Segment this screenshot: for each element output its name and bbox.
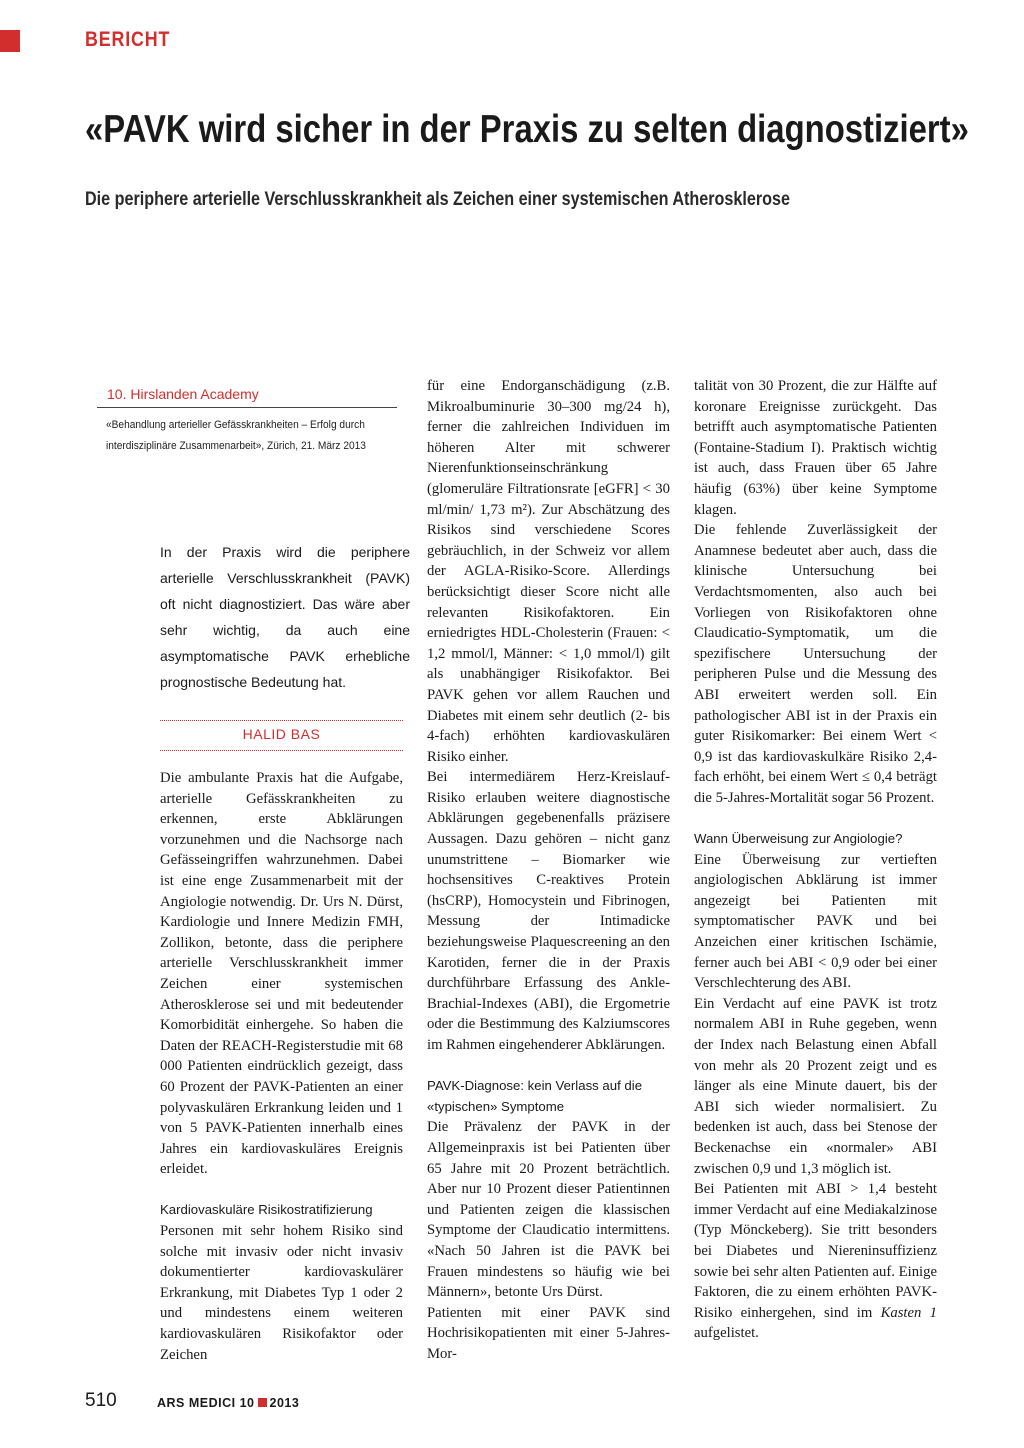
body-paragraph: Eine Überweisung zur vertieften angiologischen Abklärung ist immer angezeigt bei Patienten mit symptomatischer PAVK und bei Anzeichen einer kritischen Ischämie, ferner auch bei ABI < 0,9 oder bei einer Verschlechterung des ABI.	[694, 851, 937, 992]
author-name: HALID BAS	[242, 726, 321, 742]
body-paragraph: talität von 30 Prozent, die zur Hälfte auf koronare Ereignisse zurückgeht. Das betrifft auch asymptomatische Patienten (Fontaine-Stadium I). Praktisch wichtig ist auch, dass Frauen über 65 Jahre häufig (63%) über keine Symptome klagen.	[694, 378, 937, 518]
section-heading-risk: Kardiovaskuläre Risikostratifizierung	[160, 1202, 373, 1218]
author-rule-top	[160, 720, 403, 721]
body-column-1	[160, 768, 403, 1365]
section-heading-diagnosis: PAVK-Diagnose: kein Verlass auf die «typischen» Symptome	[427, 1078, 643, 1114]
article-title: «PAVK wird sicher in der Praxis zu selten diagnostiziert»	[85, 108, 969, 151]
body-paragraph: Personen mit sehr hohem Risiko sind solche mit invasiv oder nicht invasiv dokumentierter kardiovaskulärer Erkrankung, mit Diabetes Typ 1 oder 2 und mindestens einem weiteren kardiovaskulären Risikofaktor oder Zeichen	[160, 1223, 403, 1363]
author-rule-bottom	[160, 750, 403, 751]
box-reference: Kasten 1	[880, 1304, 937, 1321]
event-infobox	[97, 386, 397, 456]
section-marker	[0, 30, 20, 52]
body-paragraph: Bei Patienten mit ABI > 1,4 besteht immer Verdacht auf eine Mediakalzinose (Typ Mönckeberg). Sie tritt besonders bei Diabetes und Niereninsuffizienz sowie bei sehr alten Patienten auf. Einige Faktoren, die zu einem erhöhten PAVK-Risiko einhergehen, sind im Kasten 1 aufgelistet.	[694, 1181, 937, 1342]
journal-year: 2013	[269, 1396, 300, 1410]
body-column-2	[427, 376, 670, 1365]
body-column-3	[694, 376, 937, 1344]
infobox-title: 10. Hirslanden Academy	[97, 386, 397, 408]
section-heading-referral: Wann Überweisung zur Angiologie?	[694, 831, 903, 847]
footer-square-icon	[258, 1398, 267, 1407]
journal-issue	[157, 1396, 299, 1410]
page-number: 510	[85, 1390, 117, 1411]
section-label: BERICHT	[85, 28, 171, 51]
body-paragraph: Patienten mit einer PAVK sind Hochrisikopatienten mit einer 5-Jahres-Mor-	[427, 1304, 670, 1362]
body-paragraph: für eine Endorganschädigung (z.B. Mikroalbuminurie 30–300 mg/24 h), ferner die zahlreichen Individuen im höheren Alter mit schwerer Nierenfunktionseinschränkung (glomeruläre Filtrationsrate [eGFR] < 30 ml/min/ 1,73 m²). Zur Abschätzung des Risikos sind verschiedene Scores gebräuchlich, in der Schweiz vor allem der AGLA-Risiko-Score. Allerdings berücksichtigt dieser Score nicht alle relevanten Risikofaktoren. Ein erniedrigtes HDL-Cholesterin (Frauen: < 1,2 mmol/l, Männer: < 1,0 mmol/l) gilt als unabhängiger Risikofaktor. Bei PAVK gehen vor allem Rauchen und Diabetes mit einem sehr deutlich (2- bis 4-fach) erhöhten kardiovaskulären Risiko einher.	[427, 378, 670, 765]
body-paragraph: Die ambulante Praxis hat die Aufgabe, arterielle Gefässkrankheiten zu erkennen, erste Abklärungen vorzunehmen und die Nachsorge nach Gefässeingriffen wahrzunehmen. Dabei ist eine enge Zusammenarbeit mit der Angiologie notwendig. Dr. Urs N. Dürst, Kardiologie und Innere Medizin FMH, Zollikon, betonte, dass die periphere arterielle Verschlusskrankheit immer Zeichen einer systemischen Atherosklerose sei und mit bedeutender Komorbidität einhergehe. So haben die Daten der REACH-Registerstudie mit 68 000 Patienten eindrücklich gezeigt, dass 60 Prozent der PAVK-Patienten an einer polyvaskulären Erkrankung leiden und 1 von 5 PAVK-Patienten innerhalb eines Jahres ein kardiovaskuläres Ereignis erleidet.	[160, 770, 403, 1178]
lead-paragraph: In der Praxis wird die periphere arterielle Verschlusskrankheit (PAVK) oft nicht diagnostiziert. Das wäre aber sehr wichtig, da auch eine asymptomatische PAVK erhebliche prognostische Bedeutung hat.	[160, 544, 410, 690]
article-subtitle: Die periphere arterielle Verschlusskrankheit als Zeichen einer systemischen Atherosklerose	[85, 189, 790, 210]
body-paragraph: Ein Verdacht auf eine PAVK ist trotz normalem ABI in Ruhe gegeben, wenn der Index nach Belastung einen Abfall von mehr als 20 Prozent zeigt und es länger als eine Minute dauert, bis der ABI sich wieder normalisiert. Zu bedenken ist auch, dass bei Stenose der Beckenachse ein «normaler» ABI zwischen 0,9 und 1,3 möglich ist.	[694, 995, 937, 1177]
page-footer	[85, 1390, 300, 1412]
body-paragraph: Die fehlende Zuverlässigkeit der Anamnese bedeutet aber auch, dass die klinische Untersuchung bei Verdachtsmomenten, also auch bei Vorliegen von Risikofaktoren ohne Claudicatio-Symptomatik, um die spezifischere Untersuchung der peripheren Pulse und die Messung des ABI erweitert werden soll. Ein pathologischer ABI ist in der Praxis ein guter Risikomarker: Bei einem Wert < 0,9 ist das kardiovaskulkäre Risiko 2,4-fach erhöht, bei einem Wert ≤ 0,4 beträgt die 5-Jahres-Mortalität sogar 56 Prozent.	[694, 522, 937, 806]
body-paragraph: Bei intermediärem Herz-Kreislauf-Risiko erlauben weitere diagnostische Abklärungen gegebenenfalls präzisere Aussagen. Dazu gehören – nicht ganz unumstrittene – Biomarker wie hochsensitives C-reaktives Protein (hsCRP), Homocystein und Fibrinogen, Messung der Intimadicke beziehungsweise Plaquescreening an den Karotiden, ferner die in der Praxis durchführbare Erfassung des Ankle-Brachial-Indexes (ABI), die Ergometrie oder die Bestimmung des Kalziumscores im Rahmen eingehenderer Abklärungen.	[427, 769, 670, 1053]
body-paragraph: Die Prävalenz der PAVK in der Allgemeinpraxis ist bei Patienten über 65 Jahre mit 20 Prozent beträchtlich. Aber nur 10 Prozent dieser Patientinnen und Patienten zeigen die klassischen Symptome der Claudicatio intermittens. «Nach 50 Jahren ist die PAVK bei Frauen mindestens so häufig wie bei Männern», betonte Urs Dürst.	[427, 1119, 670, 1301]
infobox-text: «Behandlung arterieller Gefässkrankheiten – Erfolg durch interdisziplinäre Zusammenarbeit», Zürich, 21. März 2013	[106, 419, 366, 452]
journal-name: ARS MEDICI 10	[157, 1396, 255, 1410]
